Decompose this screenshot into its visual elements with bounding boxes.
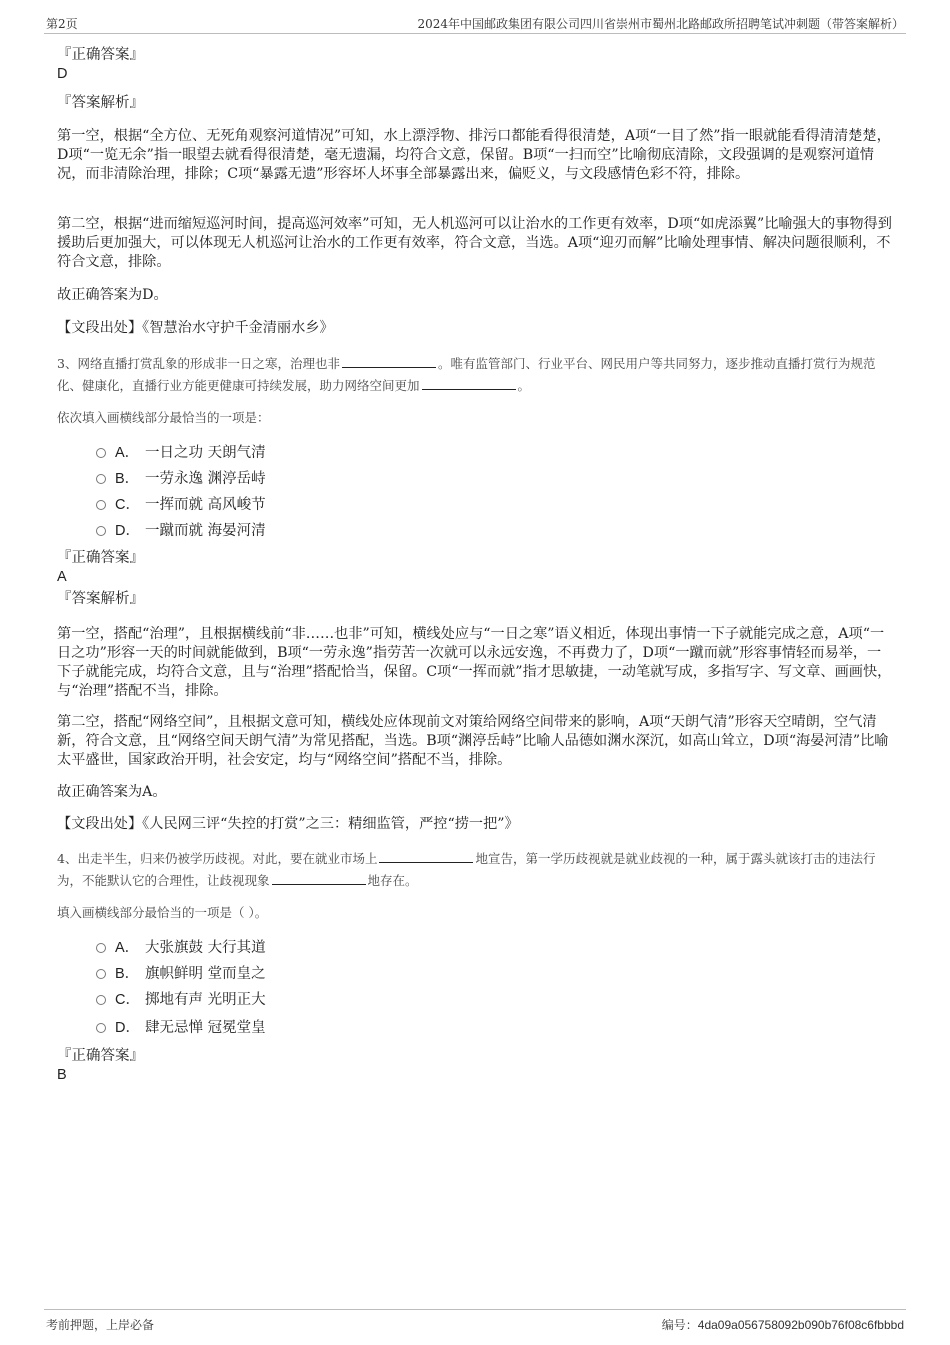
q4-option-d[interactable]	[96, 1018, 266, 1038]
radio-icon[interactable]	[96, 500, 106, 510]
option-letter: C．	[115, 992, 140, 1008]
code-value: 4da09a056758092b090b76f08c6fbbbd	[697, 1318, 904, 1332]
option-letter: A．	[115, 940, 140, 956]
blank-line	[342, 355, 436, 368]
option-text: 一蹴而就 海晏河清	[145, 523, 266, 539]
radio-icon[interactable]	[96, 969, 106, 979]
document-title: 2024年中国邮政集团有限公司四川省崇州市蜀州北路邮政所招聘笔试冲刺题（带答案解析）	[417, 17, 904, 31]
q3-option-b[interactable]	[96, 469, 266, 489]
q3-source: 【文段出处】《人民网三评“失控的打赏”之三：精细监管，严控“捞一把”》	[57, 816, 519, 832]
q3-stem	[57, 353, 892, 397]
q4-option-b[interactable]	[96, 964, 266, 984]
q3-analysis-label: 『答案解析』	[57, 591, 144, 607]
option-letter: A．	[115, 445, 140, 461]
blank-line	[422, 377, 516, 390]
q4-prompt: 填入画横线部分最恰当的一项是（ ）。	[57, 905, 268, 920]
radio-icon[interactable]	[96, 526, 106, 536]
footer-slogan: 考前押题，上岸必备	[46, 1318, 155, 1332]
q4-answer: B	[57, 1067, 67, 1083]
option-text: 一日之功 天朗气清	[145, 445, 266, 461]
q3-correct-label: 『正确答案』	[57, 550, 144, 566]
q3-option-c[interactable]	[96, 495, 266, 515]
option-letter: D．	[115, 1020, 140, 1036]
q2-analysis-para1: 第一空，根据“全方位、无死角观察河道情况”可知，水上漂浮物、排污口都能看得很清楚，A项“一目了然”指一眼就能看得清清楚楚，D项“一览无余”指一眼望去就看得很清楚，毫无遗漏，均符合文意，保留。B项“一扫而空”比喻彻底清除，文段强调的是观察河道情况，而非清除治理，排除；C项“暴露无遗”形容坏人坏事全部暴露出来，偏贬义，与文段感情色彩不符，排除。	[57, 128, 891, 182]
q3-analysis-para2: 第二空，搭配“网络空间”，且根据文意可知，横线处应体现前文对策给网络空间带来的影响，A项“天朗气清”形容天空晴朗，空气清新，符合文意，且“网络空间天朗气清”为常见搭配，当选。B项“渊渟岳峙”比喻人品德如渊水深沉，如高山耸立，D项“海晏河清”比喻太平盛世，国家政治开明，社会安定，均与“网络空间”搭配不当，排除。	[57, 714, 889, 768]
radio-icon[interactable]	[96, 943, 106, 953]
q2-answer: D	[57, 66, 68, 82]
option-text: 旗帜鲜明 堂而皇之	[145, 966, 266, 982]
q4-correct-label: 『正确答案』	[57, 1048, 144, 1064]
q3-conclusion: 故正确答案为A。	[57, 784, 167, 800]
q4-option-a[interactable]	[96, 938, 266, 958]
radio-icon[interactable]	[96, 995, 106, 1005]
q3-stem-part1: 3、网络直播打赏乱象的形成非一日之寒，治理也非	[57, 356, 340, 371]
q3-prompt: 依次填入画横线部分最恰当的一项是：	[57, 410, 270, 425]
option-text: 一劳永逸 渊渟岳峙	[145, 471, 266, 487]
option-letter: D．	[115, 523, 140, 539]
blank-line	[272, 872, 366, 885]
q3-option-a[interactable]	[96, 443, 266, 463]
option-letter: C．	[115, 497, 140, 513]
radio-icon[interactable]	[96, 1023, 106, 1033]
option-text: 掷地有声 光明正大	[145, 992, 266, 1008]
q2-conclusion: 故正确答案为D。	[57, 287, 168, 303]
q2-analysis-para2: 第二空，根据“进而缩短巡河时间，提高巡河效率”可知，无人机巡河可以让治水的工作更有效率，D项“如虎添翼”比喻强大的事物得到援助后更加强大，可以体现无人机巡河让治水的工作更有效率，符合文意，当选。A项“迎刃而解”比喻处理事情、解决问题很顺利，不符合文意，排除。	[57, 216, 892, 270]
option-letter: B．	[115, 471, 140, 487]
q3-answer: A	[57, 569, 67, 585]
option-letter: B．	[115, 966, 140, 982]
page-header	[44, 13, 906, 34]
q4-stem-part2: 地宣告，第一学历歧视就是就业歧视的一种，属于露头就该打击的违法行为，不能默认它的合理性，让歧视现象	[57, 851, 876, 888]
q4-option-c[interactable]	[96, 990, 266, 1010]
option-text: 一挥而就 高风峻节	[145, 497, 266, 513]
q3-option-d[interactable]	[96, 521, 266, 541]
option-text: 大张旗鼓 大行其道	[145, 940, 266, 956]
q4-stem-part3: 地存在。	[367, 873, 418, 888]
radio-icon[interactable]	[96, 474, 106, 484]
q2-analysis-label: 『答案解析』	[57, 95, 144, 111]
page-footer	[44, 1309, 906, 1336]
code-label: 编号：	[661, 1318, 698, 1332]
q3-stem-part3: 。	[517, 378, 531, 393]
q3-stem-part2: 。唯有监管部门、行业平台、网民用户等共同努力，逐步推动直播打赏行为规范化、健康化，直播行业方能更健康可持续发展，助力网络空间更加	[57, 356, 876, 393]
radio-icon[interactable]	[96, 448, 106, 458]
blank-line	[379, 850, 473, 863]
option-text: 肆无忌惮 冠冕堂皇	[145, 1020, 266, 1036]
q2-source: 【文段出处】《智慧治水守护千金清丽水乡》	[57, 320, 334, 336]
document-code	[662, 1316, 904, 1333]
page-number: 第2页	[46, 17, 78, 31]
q3-analysis-para1: 第一空，搭配“治理”，且根据横线前“非……也非”可知，横线处应与“一日之寒”语义相近，体现出事情一下子就能完成之意，A项“一日之功”形容一天的时间就能做到，B项“一劳永逸”指劳苦一次就可以永远安逸，不再费力了，D项“一蹴而就”形容事情轻而易举，一下子就能完成，均符合文意，且与“治理”搭配恰当，保留。C项“一挥而就”指才思敏捷，一动笔就写成，多指写字、写文章、画画快，与“治理”搭配不当，排除。	[57, 626, 892, 699]
q4-stem	[57, 848, 892, 892]
q2-correct-label: 『正确答案』	[57, 47, 144, 63]
q4-stem-part1: 4、出走半生，归来仍被学历歧视。对此，要在就业市场上	[57, 851, 378, 866]
